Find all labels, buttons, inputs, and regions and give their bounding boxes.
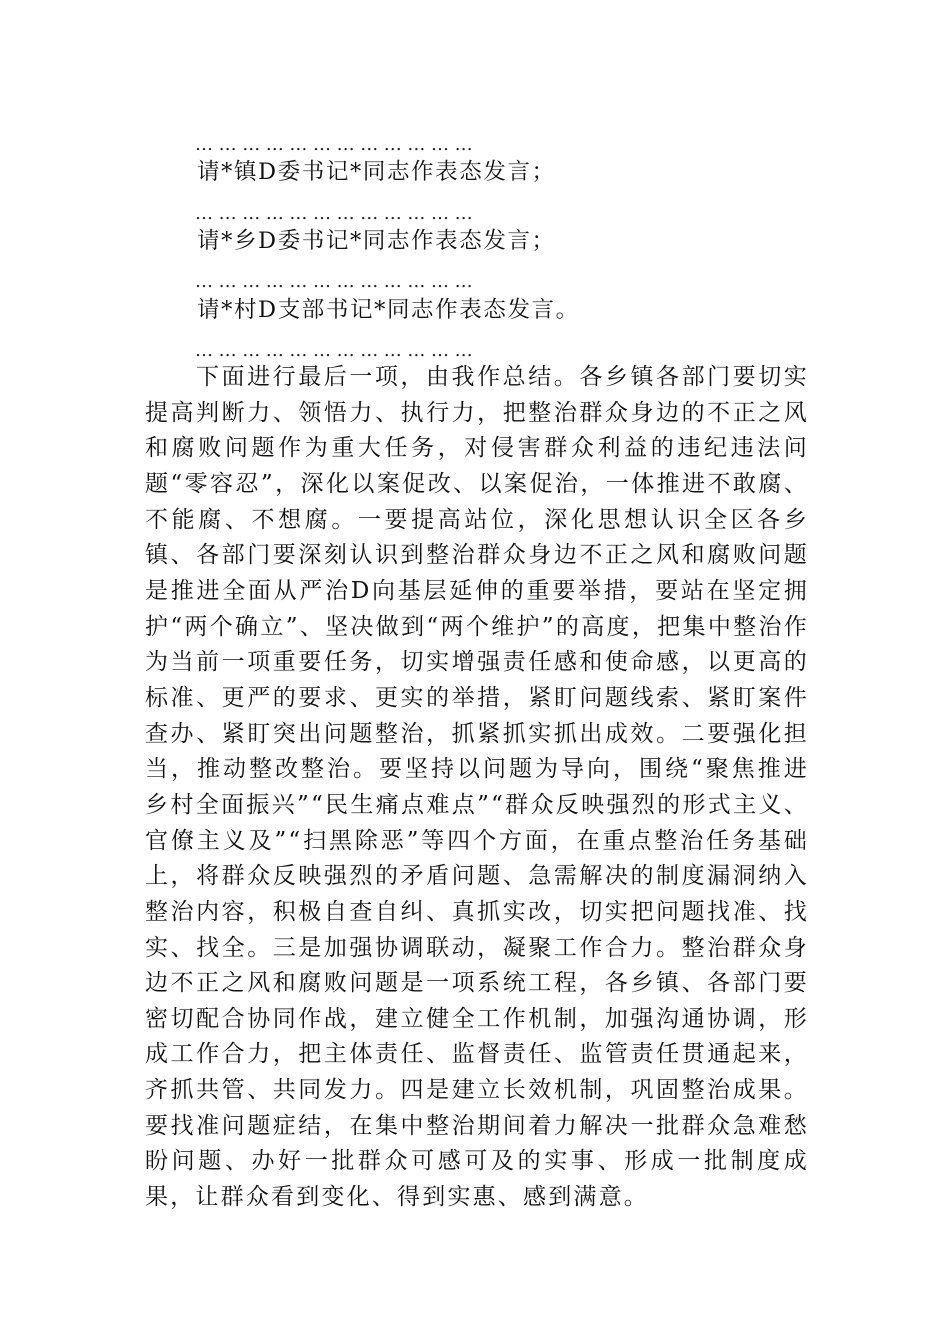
summary-paragraph: 下面进行最后一项，由我作总结。各乡镇各部门要切实提高判断力、领悟力、执行力，把整治群众身边的不正之风和腐败问题作为重大任务，对侵害群众利益的违纪违法问题“零容忍”，深化以案促改、以案促治，一体推进不敢腐、不能腐、不想腐。一要提高站位，深化思想认识全区各乡镇、各部门要深刻认识到整治群众身边不正之风和腐败问题是推进全面从严治D向基层延伸的重要举措，要站在坚定拥护“两个确立”、坚决做到“两个维护”的高度，把集中整治作为当前一项重要任务，切实增强责任感和使命感，以更高的标准、更严的要求、更实的举措，紧盯问题线索、紧盯案件查办、紧盯突出问题整治，抓紧抓实抓出成效。二要强化担当，推动整改整治。要坚持以问题为导向，围绕“聚焦推进乡村全面振兴”“民生痛点难点”“群众反映强烈的形式主义、官僚主义及”“扫黑除恶”等四个方面，在重点整治任务基础上，将群众反映强烈的矛盾问题、急需解决的制度漏洞纳入整治内容，积极自查自纠、真抓实改，切实把问题找准、找实、找全。三是加强协调联动，凝聚工作合力。整治群众身边不正之风和腐败问题是一项系统工程，各乡镇、各部门要密切配合协同作战，建立健全工作机制，加强沟通协调，形成工作合力，把主体责任、监督责任、监管责任贯通起来，齐抓共管、共同发力。四是建立长效机制，巩固整治成果。要找准问题症结，在集中整治期间着力解决一批群众急难愁盼问题、办好一批群众可感可及的实事、形成一批制度成果，让群众看到变化、得到实惠、感到满意。 <box>145 364 809 1211</box>
dotted-separator <box>195 342 665 360</box>
dotted-separator <box>195 136 665 154</box>
dots-text: ……………………………… <box>195 342 479 360</box>
dots-text: ……………………………… <box>195 273 479 291</box>
dots-text: ……………………………… <box>195 136 479 154</box>
speaker-line-township: 请*乡D委书记*同志作表态发言； <box>197 228 556 254</box>
dots-text: ……………………………… <box>195 205 479 223</box>
dotted-separator <box>195 273 665 291</box>
dotted-separator <box>195 205 665 223</box>
speaker-line-town: 请*镇D委书记*同志作表态发言； <box>197 159 556 185</box>
speaker-line-village: 请*村D支部书记*同志作表态发言。 <box>197 297 580 323</box>
